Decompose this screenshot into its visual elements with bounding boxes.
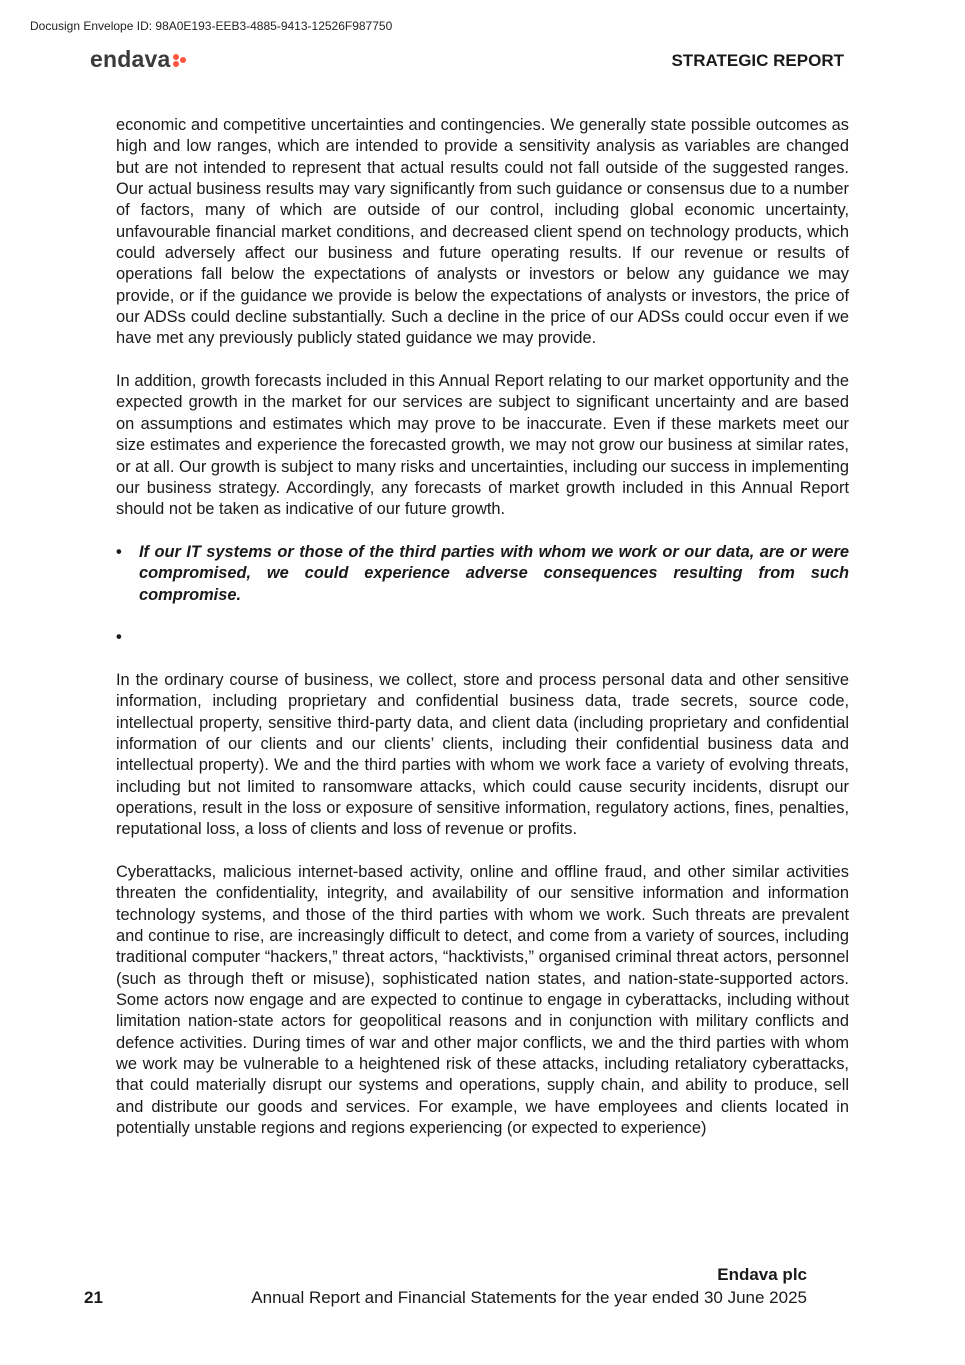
logo-wordmark: endava	[90, 46, 171, 72]
page-number: 21	[84, 1288, 103, 1307]
footer-company: Endava plc	[717, 1265, 807, 1284]
risk-heading-bullet	[116, 542, 849, 606]
empty-bullet	[116, 627, 849, 648]
paragraph-guidance: economic and competitive uncertainties and contingencies. We generally state possible outcomes as high and low ranges, which are intended to provide a sensitivity analysis as variables are changed but are not intended to represent that actual results could not fall outside of the suggested ranges. Our actual business results may vary significantly from such guidance or consensus due to a number of factors, many of which are outside of our control, including global economic uncertainty, unfavourable financial market conditions, and decreased client spend on technology products, which could adversely affect our business and future operating results. If our revenue or results of operations fall below the expectations of analysts or investors or below any guidance we may provide, or if the guidance we provide is below the expectations of analysts or investors, the price of our ADSs could decline substantially. Such a decline in the price of our ADSs could occur even if we have met any previously publicly stated guidance we may provide.	[116, 116, 849, 348]
paragraph-growth-forecasts: In addition, growth forecasts included in this Annual Report relating to our market opportunity and the expected growth in the market for our services are subject to significant uncertainty and are based on assumptions and estimates which may prove to be inaccurate. Even if these markets meet our size estimates and experience the forecasted growth, we may not grow our business at similar rates, or at all. Our growth is subject to many risks and uncertainties, including our success in implementing our business strategy. Accordingly, any forecasts of market growth included in this Annual Report should not be taken as indicative of our future growth.	[116, 372, 849, 519]
section-title: STRATEGIC REPORT	[671, 51, 844, 70]
bullet-dot-empty: •	[116, 628, 122, 647]
logo-mark-icon	[172, 52, 188, 68]
footer-report-title: Annual Report and Financial Statements for the year ended 30 June 2025	[251, 1288, 807, 1307]
paragraph-data-processing: In the ordinary course of business, we collect, store and process personal data and other sensitive information, including proprietary and confidential business data, trade secrets, source code, intellectual property, sensitive third-party data, and client data (including proprietary and confidential information of our clients and our clients’ clients, including their confidential business data and intellectual property). We and the third parties with whom we work face a variety of evolving threats, including but not limited to ransomware attacks, which could cause security incidents, disrupt our operations, result in the loss or exposure of sensitive information, regulatory actions, fines, penalties, reputational loss, a loss of clients and loss of revenue or profits.	[116, 670, 849, 839]
docusign-envelope-id: Docusign Envelope ID: 98A0E193-EEB3-4885-9413-12526F987750	[30, 19, 393, 33]
risk-heading-it-systems: If our IT systems or those of the third parties with whom we work or our data, are or were compromised, we could experience adverse consequences resulting from such compromise.	[139, 542, 849, 604]
bullet-dot: •	[116, 542, 122, 561]
paragraph-cyberattacks: Cyberattacks, malicious internet-based activity, online and offline fraud, and other similar activities threaten the confidentiality, integrity, and availability of our sensitive information and information technology systems, and those of the third parties with whom we work. Such threats are prevalent and continue to rise, are increasingly difficult to detect, and come from a variety of sources, including traditional computer “hackers,” threat actors, “hacktivists,” organised criminal threat actors, personnel (such as through theft or misuse), sophisticated nation states, and nation-state-supported actors. Some actors now engage and are expected to continue to engage in cyberattacks, including without limitation nation-state actors for geopolitical reasons and in conjunction with military conflicts and defence activities. During times of war and other major conflicts, we and the third parties with whom we work may be vulnerable to a heightened risk of these attacks, including retaliatory cyberattacks, that could materially disrupt our systems and operations, supply chain, and ability to produce, sell and distribute our goods and services. For example, we have employees and clients located in potentially unstable regions and regions experiencing (or expected to experience)	[116, 863, 849, 1138]
endava-logo	[90, 46, 188, 73]
page-body	[116, 115, 849, 1161]
